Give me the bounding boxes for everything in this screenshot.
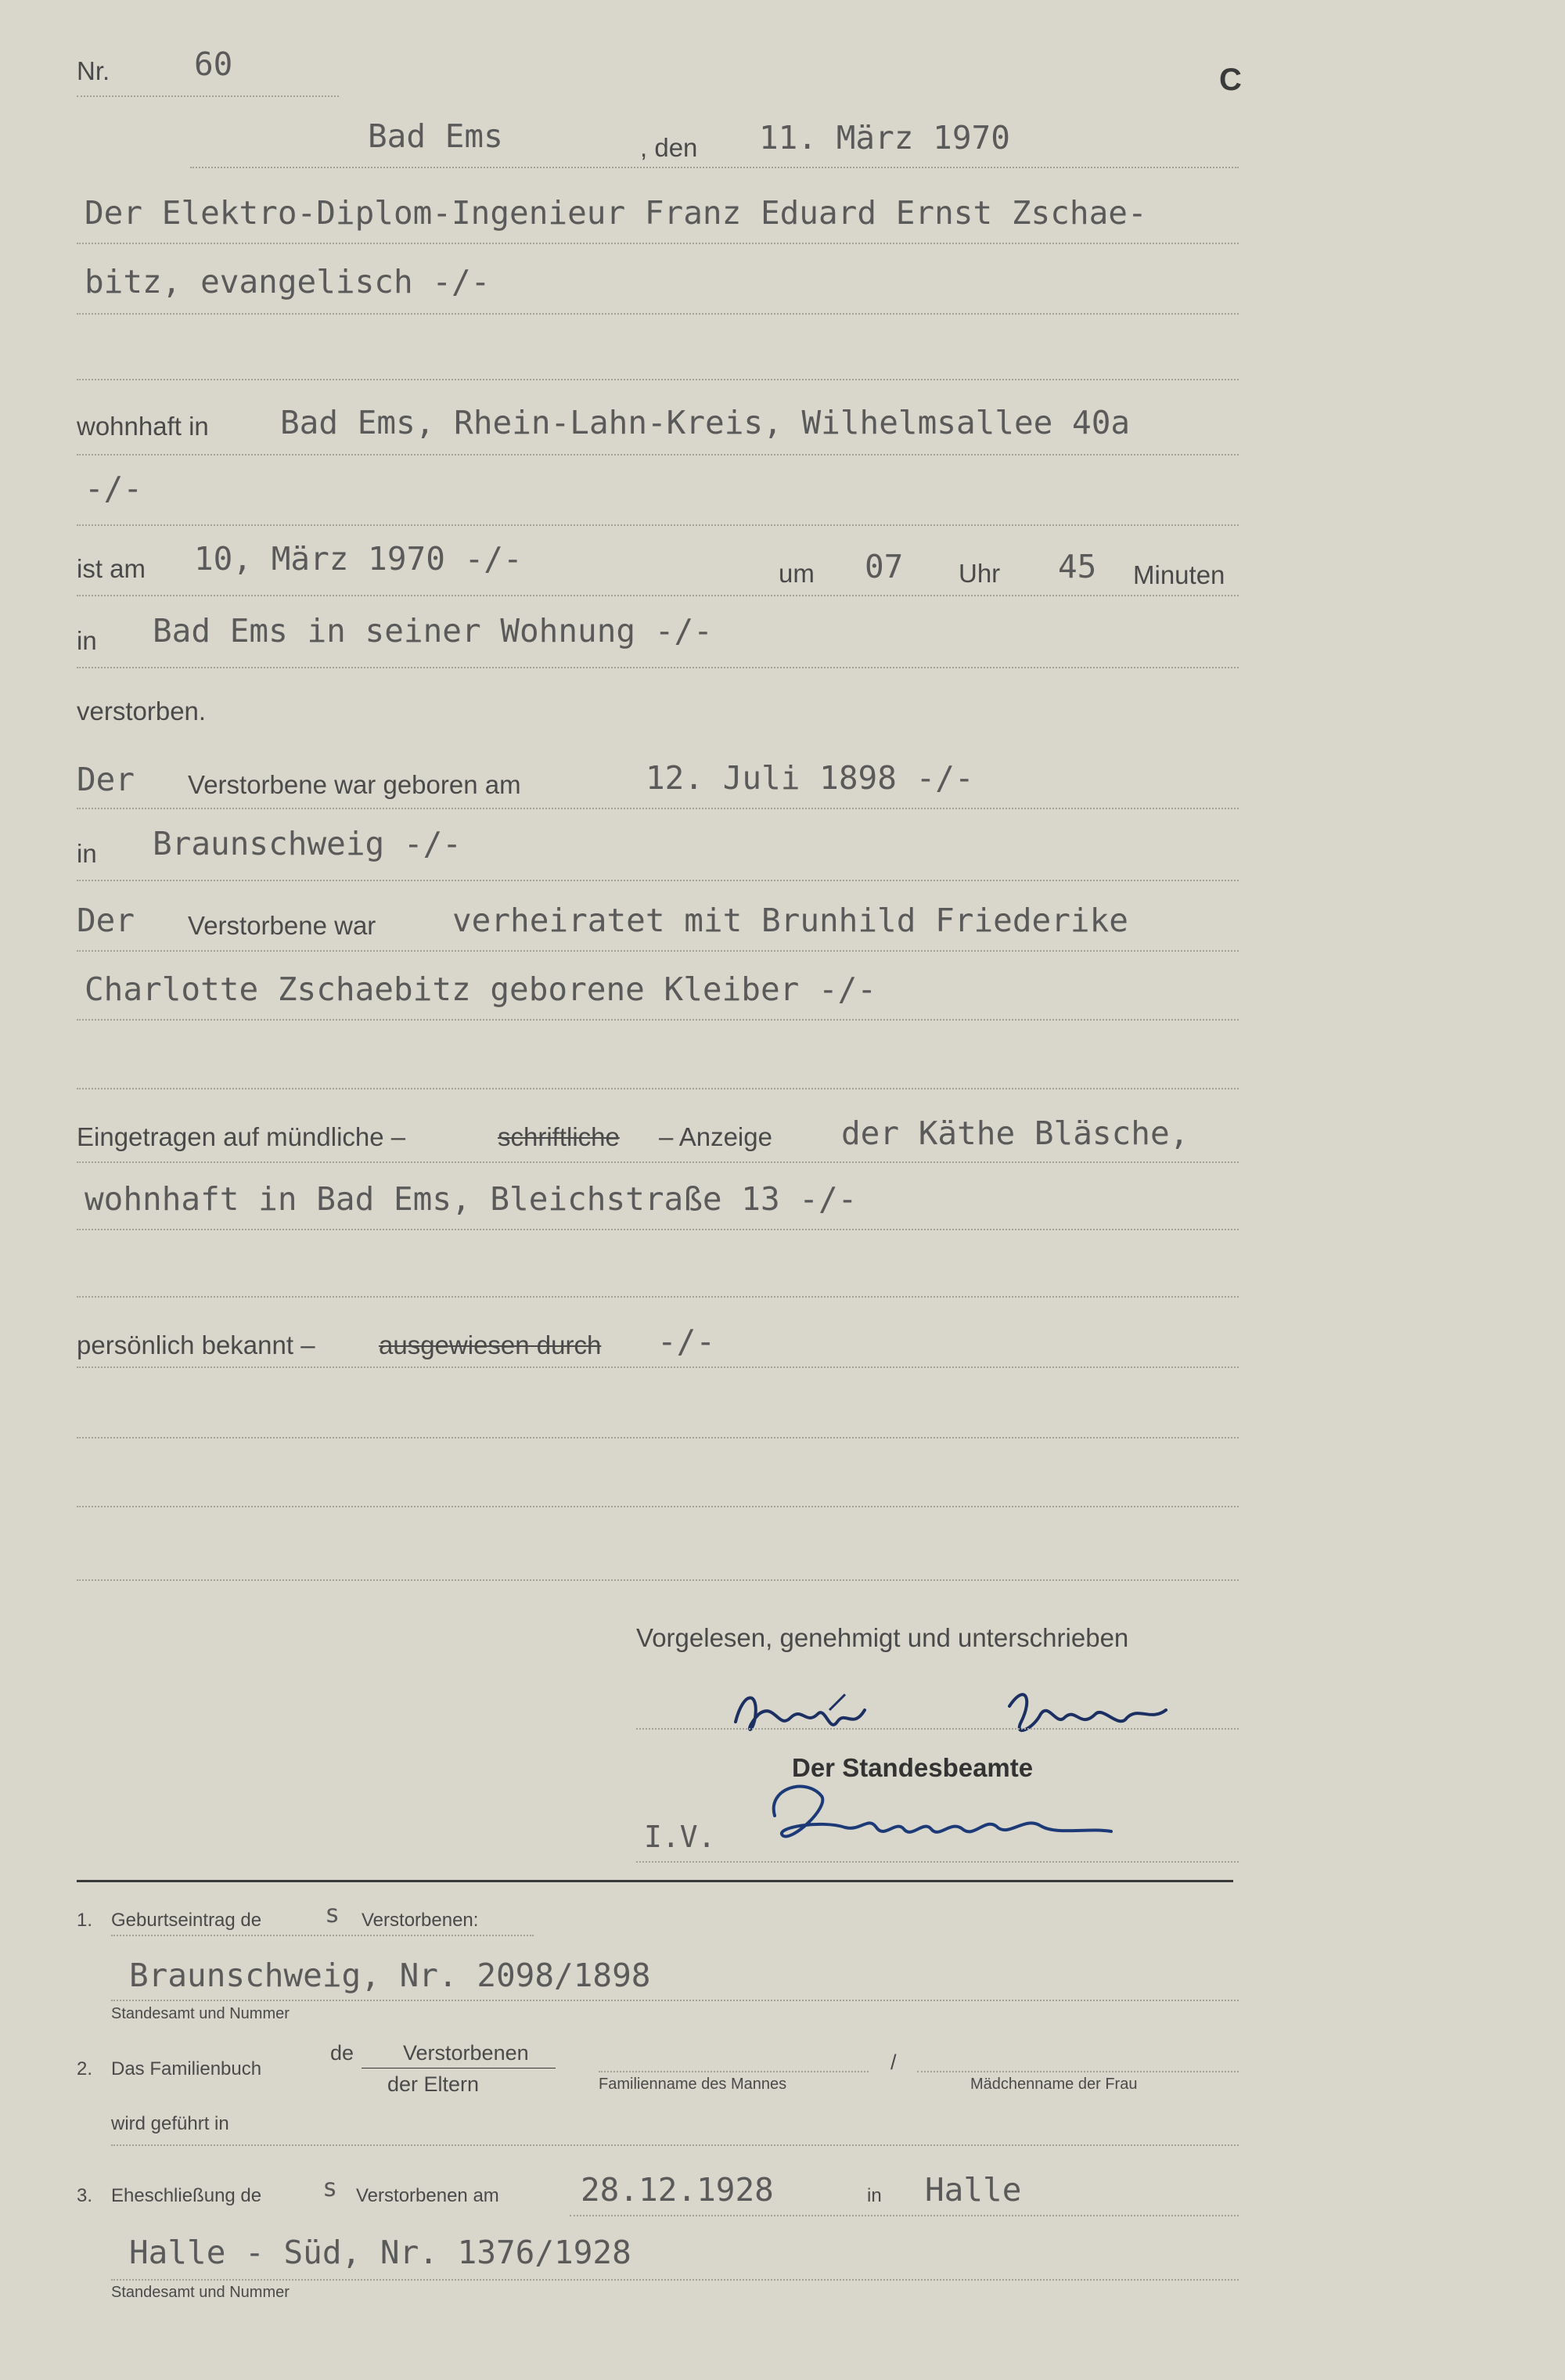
note-2-opt-2: der Eltern: [387, 2072, 480, 2096]
note-3-date: 28.12.1928: [581, 2171, 774, 2209]
rule-n2-man: [599, 2071, 869, 2072]
note-1-label: Geburtseintrag de: [111, 1910, 262, 1931]
rule-12: [77, 1088, 1239, 1089]
note-1-value: Braunschweig, Nr. 2098/1898: [129, 1957, 651, 1994]
birth-date: 12. Juli 1898 -/-: [646, 759, 974, 797]
note-2-fraction-line: [362, 2068, 556, 2069]
rule-n3-b: [111, 2279, 1239, 2281]
note-1-typed: s: [325, 1899, 340, 1928]
rule-15: [77, 1296, 1239, 1298]
birth-label: Verstorbene war geboren am: [188, 770, 521, 799]
note-3-value: Halle - Süd, Nr. 1376/1928: [129, 2234, 631, 2271]
deceased-line-1: Der Elektro-Diplom-Ingenieur Franz Eduard Ernst Zschae-: [85, 194, 1147, 232]
rule-n1-b: [111, 2000, 1239, 2001]
rule-5: [77, 524, 1239, 526]
birth-prefix: Der: [77, 761, 135, 798]
note-2-slash: /: [890, 2051, 897, 2074]
marriage-line-2: Charlotte Zschaebitz geborene Kleiber -/-: [85, 970, 877, 1008]
residence-label: wohnhaft in: [77, 412, 209, 441]
rule-13: [77, 1161, 1239, 1163]
report-line-1: der Käthe Bläsche,: [841, 1114, 1189, 1152]
note-2-label-b: wird geführt in: [111, 2113, 229, 2134]
rule-3: [77, 379, 1239, 380]
note-2-caption-woman: Mädchenname der Frau: [970, 2076, 1138, 2093]
minutes-value: 45: [1058, 548, 1097, 585]
deceased-line-2: bitz, evangelisch -/-: [85, 263, 491, 301]
place-value: Bad Ems: [368, 117, 503, 155]
note-2-caption-man: Familienname des Mannes: [599, 2076, 787, 2093]
rule-6: [77, 595, 1239, 596]
verstorben-label: verstorben.: [77, 697, 207, 726]
report-label-a: Eingetragen auf mündliche –: [77, 1122, 406, 1151]
rule-n2-b: [111, 2144, 1239, 2146]
nr-value: 60: [194, 45, 233, 83]
rule-19: [77, 1579, 1239, 1581]
um-label: um: [779, 559, 815, 588]
death-place-label: in: [77, 626, 97, 655]
rule-4: [77, 454, 1239, 455]
marriage-line-1: verheiratet mit Brunhild Friederike: [452, 902, 1128, 939]
report-line-2: wohnhaft in Bad Ems, Bleichstraße 13 -/-: [85, 1180, 858, 1218]
birth-place: Braunschweig -/-: [153, 825, 462, 862]
death-date: 10, März 1970 -/-: [194, 540, 523, 578]
rule-17: [77, 1437, 1239, 1438]
signature-official: [759, 1773, 1150, 1859]
rule-sig-1: [636, 1728, 1239, 1730]
rule-11: [77, 1019, 1239, 1021]
note-2-opt-1: Verstorbenen: [403, 2041, 529, 2065]
rule-7: [77, 667, 1239, 668]
report-label-struck: schriftliche: [498, 1122, 620, 1151]
date-line: [190, 167, 1239, 168]
birth-place-label: in: [77, 839, 97, 868]
rule-2: [77, 313, 1239, 315]
identity-label-a: persönlich bekannt –: [77, 1330, 315, 1359]
note-1-label-b: Verstorbenen:: [362, 1910, 479, 1931]
residence-value: Bad Ems, Rhein-Lahn-Kreis, Wilhelmsallee 40a: [280, 404, 1131, 441]
identity-label-struck: ausgewiesen durch: [379, 1330, 602, 1359]
rule-n3-a: [570, 2215, 1239, 2216]
signature-blasche: [728, 1675, 1229, 1761]
corner-letter: C: [1219, 63, 1242, 97]
death-place: Bad Ems in seiner Wohnung -/-: [153, 612, 713, 650]
identity-value: -/-: [657, 1323, 716, 1360]
note-3-in: in: [867, 2185, 882, 2206]
note-2-label: Das Familienbuch: [111, 2058, 262, 2079]
rule-18: [77, 1506, 1239, 1507]
rule-9: [77, 880, 1239, 881]
hour-value: 07: [865, 548, 904, 585]
uhr-label: Uhr: [959, 559, 1001, 588]
note-2-num: 2.: [77, 2058, 93, 2079]
date-value: 11. März 1970: [759, 119, 1010, 157]
rule-sig-2: [636, 1861, 1239, 1863]
rule-8: [77, 808, 1239, 809]
iv-label: I.V.: [644, 1820, 716, 1854]
notes-separator: [77, 1880, 1233, 1882]
note-1-caption: Standesamt und Nummer: [111, 2005, 290, 2022]
note-3-place: Halle: [925, 2171, 1022, 2209]
note-3-caption: Standesamt und Nummer: [111, 2284, 290, 2301]
minuten-label: Minuten: [1133, 560, 1225, 589]
nr-line: [77, 95, 339, 97]
marriage-label: Verstorbene war: [188, 911, 376, 940]
residence-cont: -/-: [85, 470, 143, 507]
marriage-prefix: Der: [77, 902, 135, 939]
rule-10: [77, 950, 1239, 952]
note-3-num: 3.: [77, 2185, 93, 2206]
report-label-b: – Anzeige: [659, 1122, 772, 1151]
rule-n2-woman: [917, 2071, 1239, 2072]
note-2-de: de: [330, 2041, 354, 2065]
note-3-typed: s: [322, 2173, 338, 2202]
note-1-num: 1.: [77, 1910, 93, 1931]
death-label: ist am: [77, 554, 146, 583]
note-3-label: Eheschließung de: [111, 2185, 262, 2206]
rule-16: [77, 1366, 1239, 1368]
official-label: Der Standesbeamte: [792, 1753, 1034, 1782]
rule-14: [77, 1229, 1239, 1230]
den-label: , den: [640, 133, 698, 162]
rule-1: [77, 243, 1239, 244]
read-label: Vorgelesen, genehmigt und unterschrieben: [636, 1623, 1129, 1652]
note-3-label-b: Verstorbenen am: [356, 2185, 499, 2206]
nr-label: Nr.: [77, 56, 110, 85]
rule-n1-a: [111, 1935, 534, 1936]
